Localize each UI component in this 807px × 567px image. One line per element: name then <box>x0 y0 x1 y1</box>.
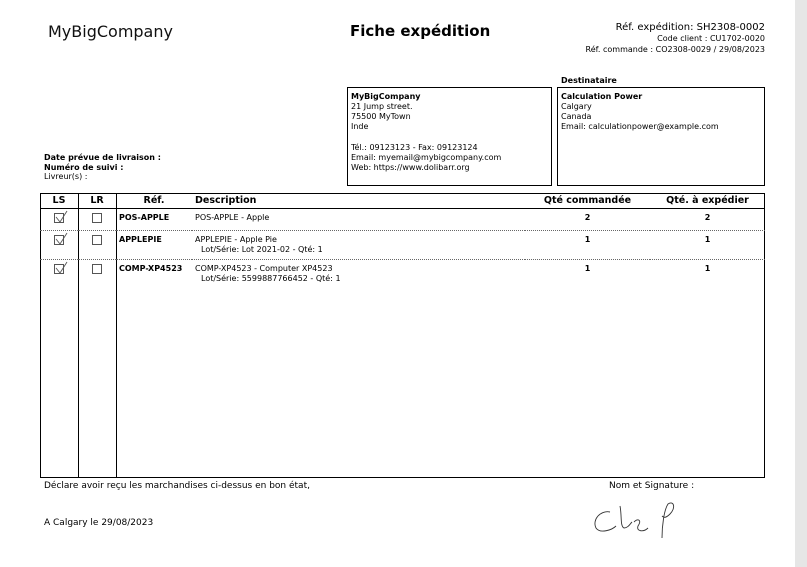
tracking-number-label: Numéro de suivi : <box>44 162 124 172</box>
row-description: POS-APPLE - Apple <box>195 213 270 222</box>
row-lot: Lot/Série: Lot 2021-02 - Qté: 1 <box>201 245 323 254</box>
handwritten-signature <box>590 498 690 543</box>
table-header-row <box>40 193 765 209</box>
sender-phone: Tél.: 09123123 - Fax: 09123124 <box>351 143 478 152</box>
lr-checkbox[interactable] <box>92 213 102 223</box>
row-ref: COMP-XP4523 <box>119 264 183 273</box>
check-icon <box>54 210 68 224</box>
ref-expedition: Réf. expédition: SH2308-0002 <box>615 22 765 33</box>
ls-checkbox[interactable] <box>54 264 64 274</box>
check-icon <box>54 232 68 246</box>
row-qty-ordered: 2 <box>525 209 650 231</box>
row-lot: Lot/Série: 5599887766452 - Qté: 1 <box>201 274 341 283</box>
code-client: Code client : CU1702-0020 <box>657 34 765 43</box>
lr-checkbox[interactable] <box>92 264 102 274</box>
header-ref: Réf. <box>116 193 192 209</box>
check-icon <box>54 261 68 275</box>
header-ls: LS <box>40 193 78 209</box>
row-qty-ship: 1 <box>650 231 765 260</box>
row-qty-ordered: 1 <box>525 231 650 260</box>
row-qty-ship: 2 <box>650 209 765 231</box>
place-date: A Calgary le 29/08/2023 <box>44 518 154 528</box>
sender-email: Email: myemail@mybigcompany.com <box>351 153 502 162</box>
row-qty-ordered: 1 <box>584 264 591 273</box>
row-description: COMP-XP4523 - Computer XP4523 <box>195 264 333 273</box>
ref-commande: Réf. commande : CO2308-0029 / 29/08/2023 <box>585 45 765 54</box>
sender-address-box <box>347 87 552 186</box>
company-name: MyBigCompany <box>48 22 173 41</box>
sender-city: 75500 MyTown <box>351 112 411 121</box>
sender-country: Inde <box>351 122 369 131</box>
deliverer-label: Livreur(s) : <box>44 172 88 181</box>
ls-checkbox[interactable] <box>54 235 64 245</box>
header-lr: LR <box>78 193 116 209</box>
recipient-city: Calgary <box>561 102 592 111</box>
delivery-date-label: Date prévue de livraison : <box>44 153 161 162</box>
row-ref: POS-APPLE <box>116 209 192 231</box>
recipient-email: Email: calculationpower@example.com <box>561 122 719 131</box>
sender-street: 21 Jump street. <box>351 102 413 111</box>
row-description: APPLEPIE - Apple Pie <box>195 235 277 244</box>
signature-label: Nom et Signature : <box>609 481 695 491</box>
ls-checkbox[interactable] <box>54 213 64 223</box>
reference-block <box>586 22 765 55</box>
delivery-info <box>44 153 161 182</box>
table-row <box>40 209 765 231</box>
recipient-address-box <box>557 87 765 186</box>
document-title: Fiche expédition <box>350 22 491 40</box>
sender-name: MyBigCompany <box>351 92 421 101</box>
lr-checkbox[interactable] <box>92 235 102 245</box>
recipient-label: Destinataire <box>561 76 617 85</box>
shipment-lines-table <box>40 193 765 288</box>
header-qty-ship: Qté. à expédier <box>650 193 765 209</box>
table-row <box>40 260 765 289</box>
recipient-country: Canada <box>561 112 592 121</box>
header-description: Description <box>192 193 525 209</box>
row-qty-ship: 1 <box>704 264 711 273</box>
recipient-name: Calculation Power <box>561 92 643 101</box>
row-ref: APPLEPIE <box>116 231 192 260</box>
sender-web: Web: https://www.dolibarr.org <box>351 163 470 172</box>
header-qty-ordered: Qté commandée <box>525 193 650 209</box>
table-row <box>40 231 765 260</box>
declaration-text: Déclare avoir reçu les marchandises ci-dessus en bon état, <box>44 481 310 491</box>
